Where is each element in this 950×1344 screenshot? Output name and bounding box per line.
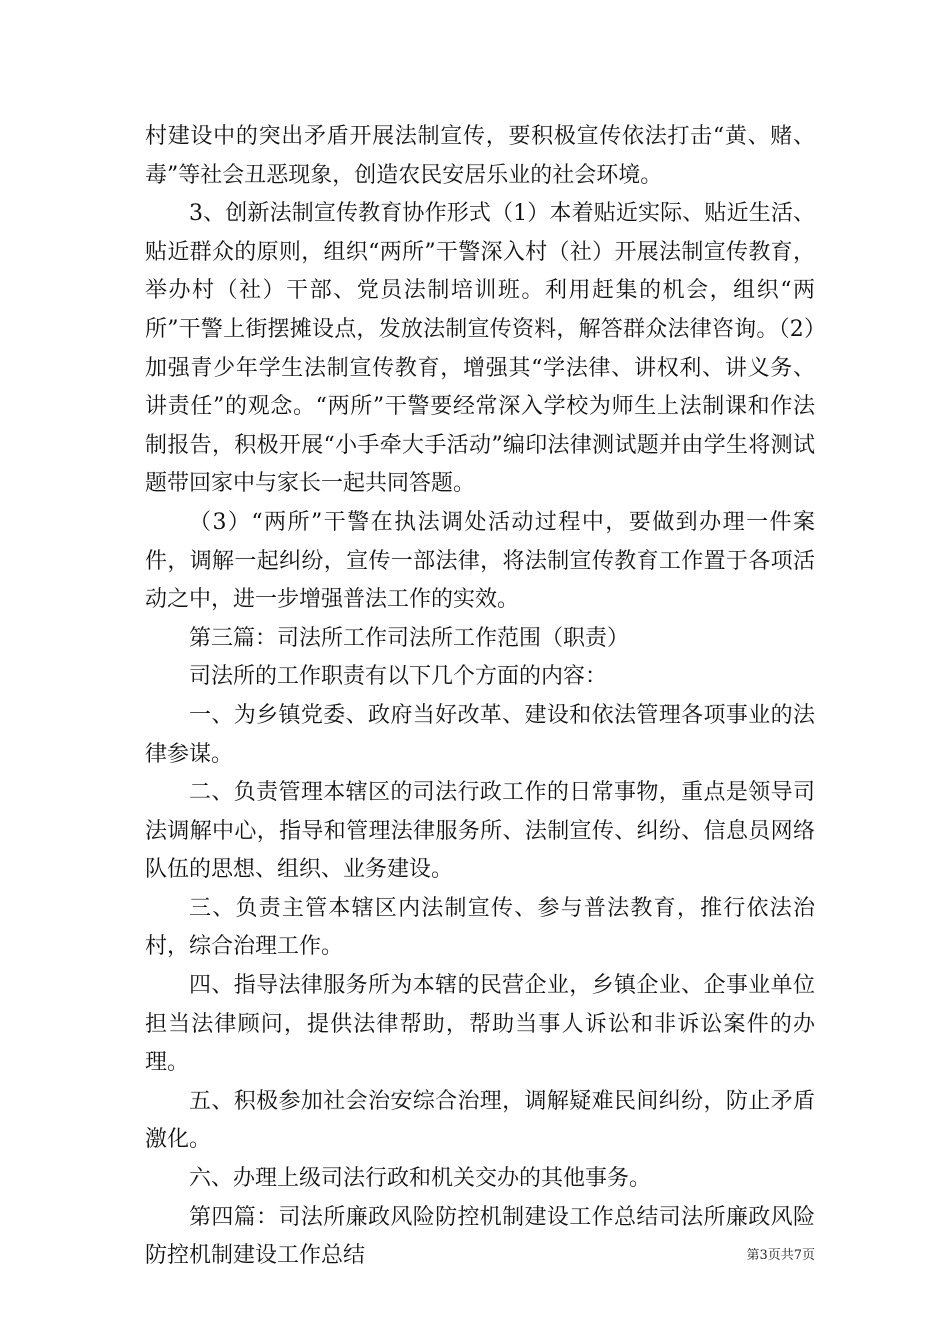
section-heading-part-three: 第三篇：司法所工作司法所工作范围（职责） — [189, 625, 630, 651]
duty-item-3: 三、负责主管本辖区内法制宣传、参与普法教育，推行依法治村，综合治理工作。 — [145, 895, 815, 960]
document-body — [145, 118, 815, 1276]
duty-item-1: 一、为乡镇党委、政府当好改革、建设和依法管理各项事业的法律参谋。 — [145, 702, 815, 767]
paragraph-enforcement: （3）“两所”干警在执法调处活动过程中，要做到办理一件案件，调解一起纠纷，宣传一部法律，将法制宣传教育工作置于各项活动之中，进一步增强普法工作的实效。 — [145, 509, 815, 613]
duty-item-2: 二、负责管理本辖区的司法行政工作的日常事物，重点是领导司法调解中心，指导和管理法律服务所、法制宣传、纠纷、信息员网络队伍的思想、组织、业务建设。 — [145, 780, 815, 883]
duty-item-5: 五、积极参加社会治安综合治理，调解疑难民间纠纷，防止矛盾激化。 — [145, 1088, 815, 1153]
paragraph-cooperation-forms: 3、创新法制宣传教育协作形式（1）本着贴近实际、贴近生活、贴近群众的原则，组织“两所”干警深入村（社）开展法制宣传教育，举办村（社）干部、党员法制培训班。利用赶集的机会，组织“两所”干警上街摆摊设点，发放法制宣传资料，解答群众法律咨询。（2）加强青少年学生法制宣传教育，增强其“学法律、讲权利、讲义务、讲责任”的观念。“两所”干警要经常深入学校为师生上法制课和作法制报告，积极开展“小手牵大手活动”编印法律测试题并由学生将测试题带回家中与家长一起共同答题。 — [145, 201, 815, 497]
paragraph-duties-intro: 司法所的工作职责有以下几个方面的内容： — [189, 664, 608, 690]
duty-item-6: 六、办理上级司法行政和机关交办的其他事务。 — [189, 1166, 652, 1192]
section-heading-part-four: 第四篇：司法所廉政风险防控机制建设工作总结司法所廉政风险防控机制建设工作总结 — [145, 1204, 815, 1269]
paragraph-continuation: 村建设中的突出矛盾开展法制宣传，要积极宣传依法打击“黄、赌、毒”等社会丑恶现象，创造农民安居乐业的社会环境。 — [145, 124, 815, 188]
page-number: 第3页共7页 — [746, 1248, 815, 1263]
duty-item-4: 四、指导法律服务所为本辖的民营企业，乡镇企业、企事业单位担当法律顾问，提供法律帮助，帮助当事人诉讼和非诉讼案件的办理。 — [145, 973, 815, 1076]
